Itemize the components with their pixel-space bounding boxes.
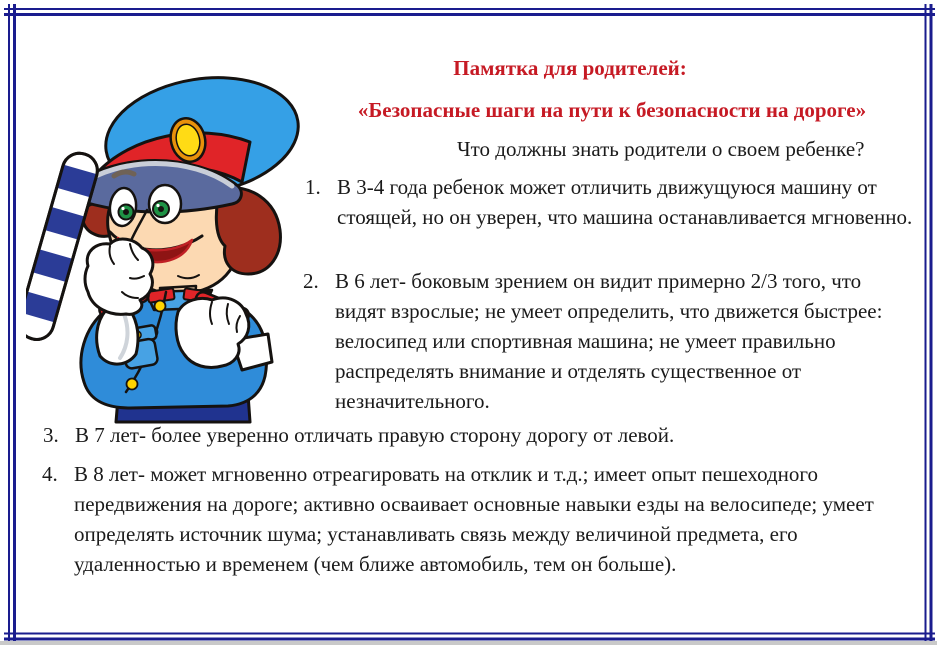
list-item [303, 266, 917, 416]
item-number: 4. [42, 462, 58, 486]
traffic-officer-illustration [26, 40, 302, 424]
bottom-edge-strip [0, 641, 937, 645]
officer-cap [70, 65, 302, 213]
memo-question: Что должны знать родители о своем ребенке? [457, 137, 865, 161]
item-text: В 3-4 года ребенок может отличить движущуюся машину от стоящей, но он уверен, что машина останавливается мгновенно. [337, 175, 913, 229]
item-number: 3. [43, 423, 59, 447]
item-text: В 8 лет- может мгновенно отреагировать на отклик и т.д.; имеет опыт пешеходного передвижения на дороге; активно осваивает основные навыки езды на велосипеде; умеет определять источник шума; устанавливать связь между величиной предмета, его удаленностью и временем (чем ближе автомобиль, тем он больше). [74, 462, 874, 576]
list-item [42, 459, 894, 579]
item-number: 1. [305, 175, 321, 199]
memo-subtitle: «Безопасные шаги на пути к безопасности на дороге» [357, 98, 867, 122]
item-text: В 6 лет- боковым зрением он видит примерно 2/3 того, что видят взрослые; не умеет определить, что движется быстрее: велосипед или спортивная машина; не умеет правильно распределять внимание и отделять существенное от незначительного. [335, 269, 883, 413]
memo-title: Памятка для родителей: [453, 56, 687, 80]
item-number: 2. [303, 269, 319, 293]
item-text: В 7 лет- более уверенно отличать правую сторону дорогу от левой. [75, 423, 675, 447]
list-item [305, 172, 913, 232]
list-item [43, 420, 917, 450]
